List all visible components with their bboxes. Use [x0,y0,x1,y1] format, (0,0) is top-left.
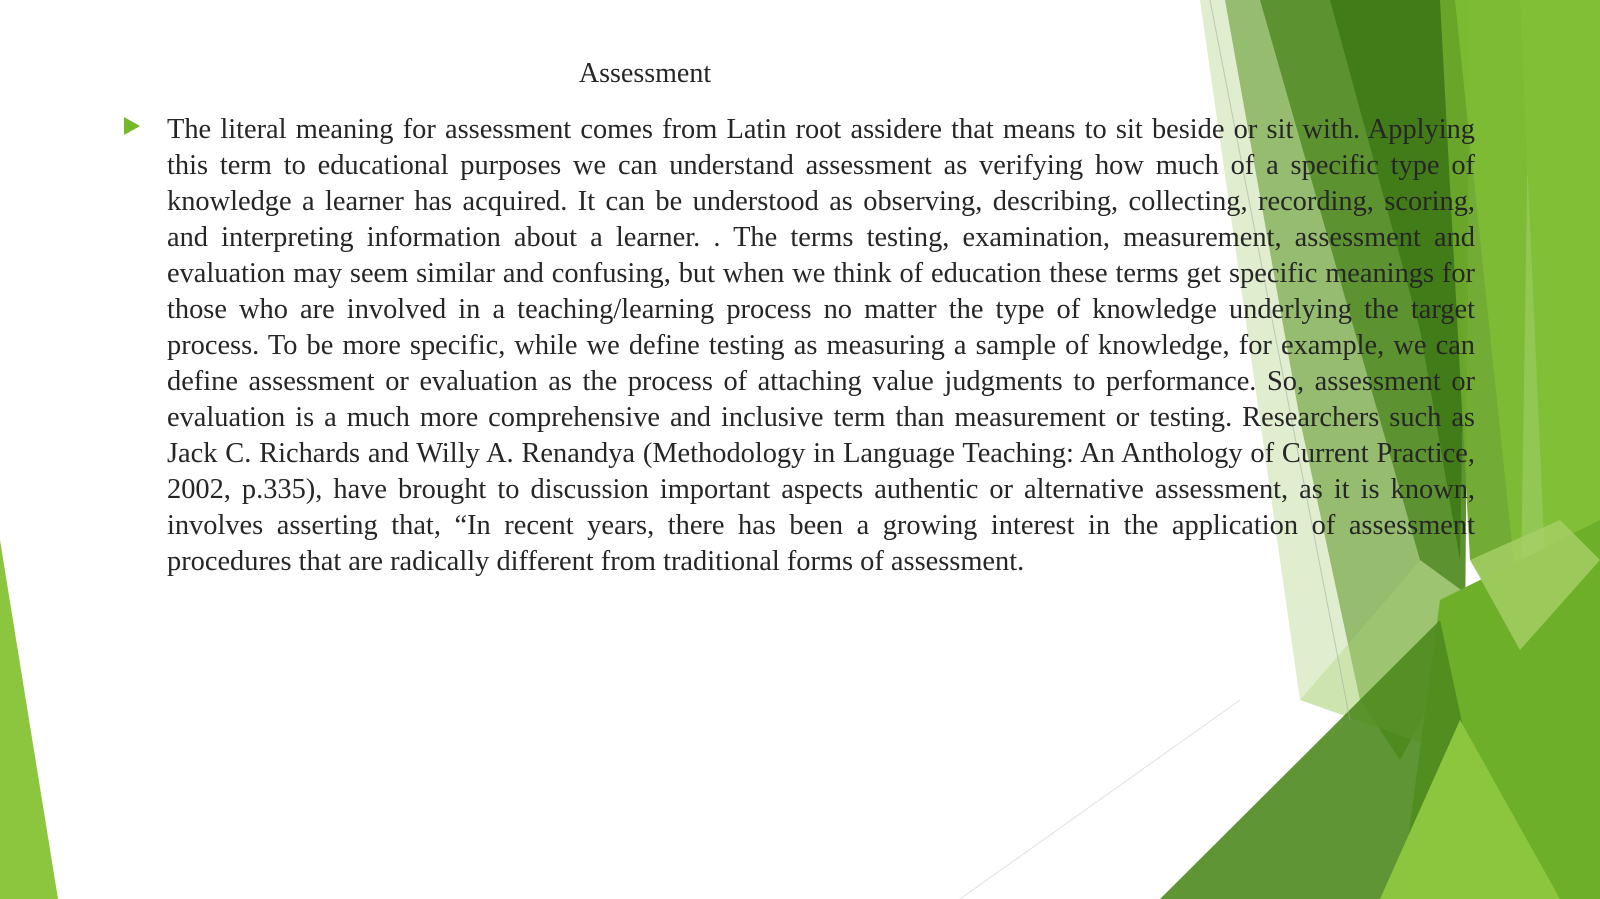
slide-title: Assessment [578,58,712,89]
body-paragraph: The literal meaning for assessment comes from Latin root assidere that means to sit beside or sit with. Applying this term to educational purposes we can understand assessment as verifying how much of a specific type of knowledge a learner has acquired. It can be understood as observing, describing, collecting, recording, scoring, and interpreting information about a learner. . The terms testing, examination, measurement, assessment and evaluation may seem similar and confusing, but when we think of education these terms get specific meanings for those who are involved in a teaching/learning process no matter the type of knowledge underlying the target process. To be more specific, while we define testing as measuring a sample of knowledge, for example, we can define assessment or evaluation as the process of attaching value judgments to performance. So, assessment or evaluation is a much more comprehensive and inclusive term than measurement or testing. Researchers such as Jack C. Richards and Willy A. Renandya (Methodology in Language Teaching: An Anthology of Current Practice, 2002, p.335), have brought to discussion important aspects authentic or alternative assessment, as it is known, involves asserting that, “In recent years, there has been a growing interest in the application of assessment procedures that are radically different from traditional forms of assessment. [167,114,1475,577]
triangle-bullet-icon [124,117,140,135]
